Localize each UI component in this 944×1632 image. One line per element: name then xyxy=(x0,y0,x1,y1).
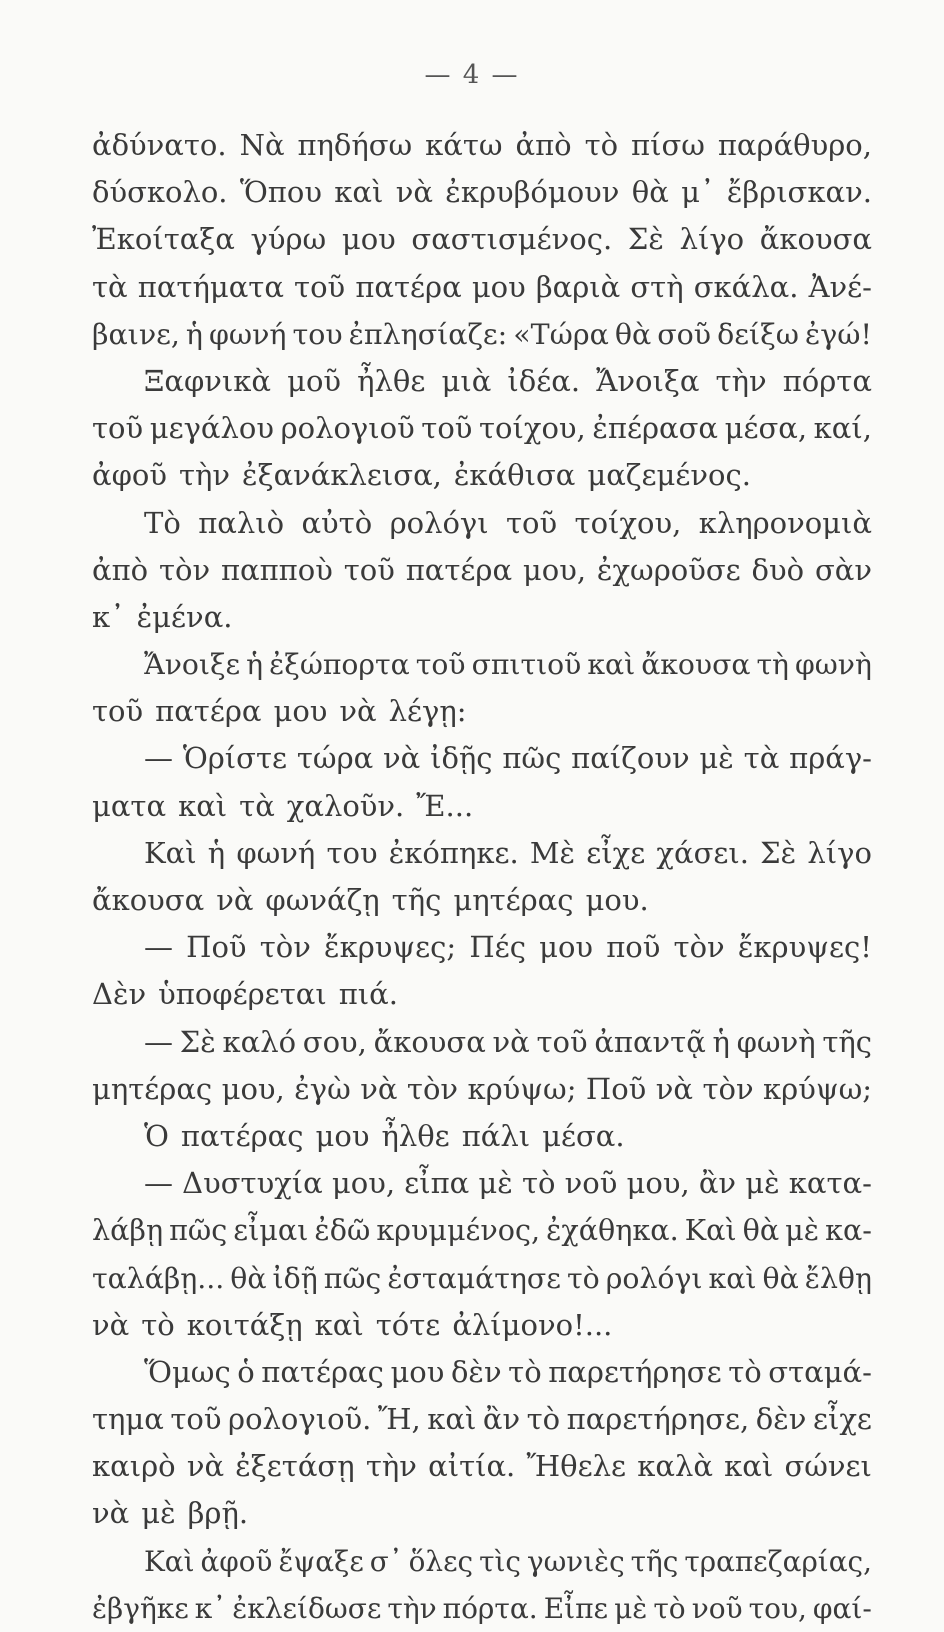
word: Ὅπου xyxy=(239,175,322,210)
word: σώνει xyxy=(784,1449,872,1484)
word: ἡ xyxy=(246,648,264,682)
word: Πές xyxy=(469,930,526,965)
word: ἐπέρασα xyxy=(592,411,719,446)
word: ἐγώ! xyxy=(804,317,872,351)
word: ἀπὸ xyxy=(515,128,572,162)
word: πιά. xyxy=(338,977,398,1012)
word: σου, xyxy=(302,1024,367,1059)
word: καὶ xyxy=(314,1307,364,1342)
word: ἡ xyxy=(207,835,226,870)
word: νὰ xyxy=(186,1449,225,1484)
text-line xyxy=(92,122,872,169)
word: σταμά- xyxy=(768,1354,872,1389)
word: ἐβγῆκε xyxy=(92,1591,189,1625)
word: — xyxy=(144,930,173,965)
word: καὶ xyxy=(587,648,636,682)
word: γωνιὲς xyxy=(526,1544,625,1578)
word: μαζεμένος. xyxy=(587,458,751,493)
word: ἦλθε xyxy=(357,363,426,398)
word: ρολογιοῦ xyxy=(280,411,415,446)
word: ἔψαξε xyxy=(278,1544,364,1578)
word: μὲ xyxy=(699,741,734,776)
word: πηδήσω xyxy=(297,128,413,162)
word: ἀφοῦ xyxy=(92,458,167,493)
word: τὸ xyxy=(508,1354,542,1389)
word: σὰν xyxy=(814,552,872,587)
word: Καὶ xyxy=(144,1544,195,1578)
word: Ποῦ xyxy=(186,930,247,965)
word: καιρὸ xyxy=(92,1449,176,1484)
word: τὸν xyxy=(673,930,725,965)
word: μου xyxy=(390,1354,445,1389)
word: ἐξετάσῃ xyxy=(235,1449,355,1484)
text-line xyxy=(92,1538,872,1585)
word: φωνή xyxy=(236,835,316,870)
word: ἐξώπορτα xyxy=(269,648,410,682)
word: φωνάζῃ xyxy=(265,883,380,917)
word: πατέρα xyxy=(155,694,262,729)
word: ἔβρισκαν. xyxy=(726,175,872,210)
word: τὸ xyxy=(566,1261,600,1295)
word: σ᾽ xyxy=(369,1544,403,1578)
word: κ᾽ xyxy=(194,1591,227,1625)
word: ἔκρυψες; xyxy=(324,930,457,965)
word: Μὲ xyxy=(529,835,576,870)
word: παρετήρησε xyxy=(548,1354,722,1389)
word: ἐμένα. xyxy=(136,599,233,634)
word: νὰ xyxy=(92,1307,130,1342)
word: πατέρας xyxy=(261,1354,384,1389)
word: μου, xyxy=(221,1071,285,1106)
text-line xyxy=(92,783,872,830)
word: μὲ xyxy=(614,1591,648,1625)
word: εἶπα xyxy=(404,1166,470,1201)
word: πόρτα. xyxy=(442,1591,538,1625)
text-line xyxy=(92,1443,872,1490)
word: παλιὸ xyxy=(198,505,285,540)
word: νὰ xyxy=(655,1071,693,1106)
word: μὲ xyxy=(141,1496,176,1531)
word: ἐχάθηκα. xyxy=(546,1213,679,1248)
word: ἄκουσα xyxy=(92,883,205,917)
word: εἶχε xyxy=(586,835,646,870)
text-line xyxy=(92,264,872,311)
text-line xyxy=(92,1490,872,1537)
word: ματα xyxy=(92,788,167,823)
word: τὸ xyxy=(728,1354,762,1389)
word: αὐτὸ xyxy=(301,505,373,540)
word: ἀπὸ xyxy=(92,552,149,587)
word: σκάλα. xyxy=(693,269,799,304)
text-line xyxy=(92,641,872,688)
word: ἐσταμάτησε xyxy=(387,1261,561,1295)
word: πίσω xyxy=(631,128,705,162)
word: μητέρας xyxy=(453,883,574,917)
word: τὴν xyxy=(715,363,767,398)
word: μοῦ xyxy=(287,363,342,398)
word: κληρονομιὰ xyxy=(698,505,872,540)
word: μητέρας xyxy=(92,1071,213,1106)
word: νοῦ xyxy=(691,1591,743,1625)
word: νὰ xyxy=(92,1496,130,1531)
word: μὲ xyxy=(785,1213,820,1248)
word: βαινε, xyxy=(92,317,180,351)
word: νὰ xyxy=(395,175,433,210)
word: τοίχου, xyxy=(479,411,586,446)
word: τοῦ xyxy=(415,648,466,682)
word: ὅλες xyxy=(408,1544,474,1578)
word: εἶχε xyxy=(812,1402,872,1437)
text-line xyxy=(92,1396,872,1443)
word: του, xyxy=(748,1591,807,1625)
text-line xyxy=(92,500,872,547)
word: χάσει. xyxy=(656,835,749,870)
word: Ἀνέ- xyxy=(808,269,872,304)
text-line xyxy=(92,169,872,216)
word: ρολόγι xyxy=(605,1261,703,1295)
word: τῆς xyxy=(391,883,442,917)
word: μ᾽ xyxy=(681,175,715,210)
word: ἄκουσα xyxy=(641,648,751,682)
word: Δυστυχία xyxy=(182,1166,323,1201)
word: πατέρα xyxy=(355,269,462,304)
word: ἐδῶ xyxy=(314,1213,371,1248)
text-line xyxy=(92,877,872,924)
word: κρυμμένος, xyxy=(376,1213,541,1248)
word: ἰδέα. xyxy=(507,363,581,398)
body-text xyxy=(92,122,872,1632)
word: βρῇ. xyxy=(187,1496,249,1531)
word: γύρω xyxy=(250,222,327,257)
word: στὴ xyxy=(630,269,684,304)
text-line xyxy=(92,405,872,452)
word: δείξω xyxy=(717,317,799,351)
word: τὸν xyxy=(406,1071,459,1106)
word: — xyxy=(144,1166,173,1201)
word: ἡ xyxy=(712,1024,730,1059)
word: αἰτία. xyxy=(428,1449,516,1484)
word: Ἤ, xyxy=(377,1402,421,1437)
word: μὲ xyxy=(478,1166,513,1201)
word: ἐγὼ xyxy=(294,1071,351,1106)
word: δὲν xyxy=(450,1354,502,1389)
word: εἶμαι xyxy=(233,1213,309,1248)
word: πράγ- xyxy=(789,741,872,776)
word: παράθυρο, xyxy=(717,128,872,162)
word: «Τώρα xyxy=(513,317,609,351)
word: καί, xyxy=(813,411,872,446)
word: ὁ xyxy=(237,1354,255,1389)
word: Σὲ xyxy=(760,835,797,870)
word: μου xyxy=(273,694,328,729)
word: τοῦ xyxy=(92,411,144,446)
word: καλὰ xyxy=(637,1449,713,1484)
word: πῶς xyxy=(169,1213,228,1248)
word: τὸ xyxy=(526,1402,561,1437)
text-line xyxy=(92,971,872,1018)
word: θὰ xyxy=(742,1213,780,1248)
word: τῆς xyxy=(822,1024,872,1059)
word: τὴ xyxy=(756,648,789,682)
word: τὸ xyxy=(584,128,619,162)
word: ἄκουσα xyxy=(759,222,872,257)
word: Ἄνοιξε xyxy=(144,648,241,682)
word: νὰ xyxy=(339,694,377,729)
word: κοιτάξῃ xyxy=(186,1307,303,1342)
word: ποῦ xyxy=(606,930,661,965)
word: ἐχωροῦσε xyxy=(596,552,741,587)
word: Νὰ xyxy=(239,128,285,162)
word: μου xyxy=(539,930,594,965)
word: τὴν xyxy=(365,1449,417,1484)
word: μεγάλου xyxy=(149,411,274,446)
word: μου, xyxy=(626,1166,690,1201)
word: ἐκόπηκε. xyxy=(388,835,519,870)
word: ἄκουσα xyxy=(373,1024,486,1059)
word: πόρτα xyxy=(782,363,872,398)
word: ἦλθε xyxy=(381,1118,450,1153)
word: τὸν xyxy=(259,930,311,965)
word: κρύψω; xyxy=(763,1071,872,1106)
word: ἐκρυβόμουν xyxy=(445,175,620,210)
word: μου xyxy=(471,269,526,304)
word: λέγῃ: xyxy=(388,694,467,729)
word: τὰ xyxy=(743,741,780,776)
word: ἂν xyxy=(698,1166,737,1201)
word: φωνὴ xyxy=(795,648,872,682)
word: δύσκολο. xyxy=(92,175,228,210)
word: Εἶπε xyxy=(543,1591,609,1625)
word: φαί- xyxy=(812,1591,872,1625)
word: φωνή xyxy=(208,317,287,351)
word: Ἄνοιξα xyxy=(596,363,700,398)
word: νοῦ xyxy=(564,1166,618,1201)
word: τὸν xyxy=(158,552,211,587)
word: θὰ xyxy=(631,175,669,210)
word: ἐκάθισα xyxy=(453,458,576,493)
word: πατέρας xyxy=(180,1118,304,1153)
word: Δὲν xyxy=(92,977,147,1012)
word: τὸ xyxy=(141,1307,175,1342)
word: κ᾽ xyxy=(92,599,125,634)
word: ἐκλείδωσε xyxy=(232,1591,382,1625)
word: τοῦ xyxy=(170,1402,222,1437)
word: λίγο xyxy=(679,222,745,257)
word: τοῦ xyxy=(506,505,558,540)
word: ἐπλησίαζε: xyxy=(348,317,508,351)
word: Τὸ xyxy=(144,505,181,540)
text-line xyxy=(92,1066,872,1113)
word: παπποὺ xyxy=(220,552,333,587)
word: παίζουν xyxy=(571,741,690,776)
word: τῆς xyxy=(630,1544,679,1578)
word: πῶς xyxy=(323,1261,382,1295)
text-line xyxy=(92,1207,872,1254)
word: σαστισμένος. xyxy=(411,222,613,257)
word: μέσα, xyxy=(724,411,808,446)
word: τὸν xyxy=(702,1071,754,1106)
word: του xyxy=(292,317,343,351)
word: νὰ xyxy=(216,883,254,917)
word: θὰ xyxy=(230,1261,267,1295)
word: καὶ xyxy=(178,788,228,823)
word: θὰ xyxy=(762,1261,799,1295)
word: καὶ xyxy=(724,1449,774,1484)
word: Ὅμως xyxy=(144,1354,231,1389)
word: Ὁρίστε xyxy=(182,741,288,776)
word: τοῦ xyxy=(343,552,395,587)
word: τότε xyxy=(375,1307,441,1342)
word: τοῦ xyxy=(421,411,473,446)
text-line xyxy=(92,311,872,358)
word: μου. xyxy=(585,883,649,917)
word: νὰ xyxy=(383,741,421,776)
word: τώρα xyxy=(296,741,374,776)
word: καὶ xyxy=(427,1402,477,1437)
word: τοῦ xyxy=(536,1024,588,1059)
word: τὸ xyxy=(521,1166,556,1201)
word: χαλοῦν. xyxy=(286,788,405,823)
word: τὸ xyxy=(653,1591,686,1625)
word: νὰ xyxy=(360,1071,398,1106)
word: ἔλθῃ xyxy=(804,1261,872,1295)
page-number: — 4 — xyxy=(424,60,520,90)
text-line xyxy=(92,594,872,641)
word: Καὶ xyxy=(144,835,197,870)
word: — xyxy=(144,741,173,776)
word: τὰ xyxy=(92,269,128,304)
word: τοίχου, xyxy=(574,505,682,540)
word: παρετήρησε, xyxy=(566,1402,750,1437)
word: μὲ xyxy=(745,1166,780,1201)
text-line xyxy=(92,1302,872,1349)
word: τοῦ xyxy=(294,269,346,304)
text-line xyxy=(92,688,872,735)
word: κάτω xyxy=(425,128,503,162)
word: μου xyxy=(315,1118,370,1153)
word: ἀλίμονο!... xyxy=(452,1307,613,1342)
word: ἂν xyxy=(482,1402,521,1437)
word: τοῦ xyxy=(92,694,144,729)
word: Ξαφνικὰ xyxy=(144,363,272,398)
word: — xyxy=(144,1024,173,1059)
text-line xyxy=(92,1255,872,1302)
word: Ἤθελε xyxy=(526,1449,627,1484)
word: φωνὴ xyxy=(736,1024,816,1059)
word: τὴν xyxy=(178,458,231,493)
word: ὑποφέρεται xyxy=(158,977,327,1012)
text-line xyxy=(92,216,872,263)
word: πῶς xyxy=(502,741,562,776)
word: θὰ xyxy=(614,317,652,351)
word: τὶς xyxy=(479,1544,521,1578)
text-line xyxy=(92,547,872,594)
word: τὰ xyxy=(239,788,275,823)
word: Καὶ xyxy=(684,1213,737,1248)
word: βαριὰ xyxy=(535,269,621,304)
text-line xyxy=(92,924,872,971)
word: ἰδῇ xyxy=(272,1261,318,1295)
word: Ποῦ xyxy=(585,1071,647,1106)
text-line xyxy=(92,1113,872,1160)
word: ἰδῇς xyxy=(430,741,493,776)
word: ἀπαντᾷ xyxy=(594,1024,706,1059)
word: νὰ xyxy=(492,1024,530,1059)
word: Σὲ xyxy=(179,1024,216,1059)
word: καὶ xyxy=(708,1261,757,1295)
word: τημα xyxy=(92,1402,164,1437)
word: Ὁ xyxy=(144,1118,169,1153)
word: Ἐκοίταξα xyxy=(92,222,235,257)
word: ἀδύνατο. xyxy=(92,128,227,162)
word: ἀφοῦ xyxy=(200,1544,273,1578)
text-line xyxy=(92,452,872,499)
text-line xyxy=(92,830,872,877)
word: μέσα. xyxy=(542,1118,625,1153)
text-line xyxy=(92,1160,872,1207)
word: δυὸ xyxy=(751,552,805,587)
word: καλό xyxy=(222,1024,297,1059)
text-line xyxy=(92,1019,872,1066)
word: καὶ xyxy=(334,175,384,210)
word: μου, xyxy=(331,1166,396,1201)
word: μου xyxy=(341,222,396,257)
word: μου, xyxy=(522,552,587,587)
word: ρολόγι xyxy=(389,505,489,540)
text-line xyxy=(92,358,872,405)
word: κρύψω; xyxy=(467,1071,577,1106)
word: τραπεζαρίας, xyxy=(684,1544,872,1578)
text-line xyxy=(92,1349,872,1396)
word: ἐξανάκλεισα, xyxy=(242,458,442,493)
word: μιὰ xyxy=(441,363,492,398)
text-line xyxy=(92,1585,872,1632)
word: σπιτιοῦ xyxy=(471,648,582,682)
word: πατέρα xyxy=(405,552,513,587)
word: Ἔ... xyxy=(416,788,474,823)
word: λίγο xyxy=(807,835,872,870)
word: δὲν xyxy=(755,1402,807,1437)
word: λάβῃ xyxy=(92,1213,164,1248)
word: πάλι xyxy=(461,1118,531,1153)
word: κα- xyxy=(825,1213,872,1248)
word: ταλάβῃ... xyxy=(92,1261,225,1295)
word: του xyxy=(326,835,378,870)
word: κατα- xyxy=(788,1166,872,1201)
word: τὴν xyxy=(387,1591,437,1625)
word: ρολογιοῦ. xyxy=(228,1402,372,1437)
word: ἔκρυψες! xyxy=(737,930,872,965)
word: σοῦ xyxy=(657,317,712,351)
word: πατήματα xyxy=(137,269,284,304)
word: Σὲ xyxy=(627,222,664,257)
text-line xyxy=(92,735,872,782)
word: ἡ xyxy=(185,317,203,351)
